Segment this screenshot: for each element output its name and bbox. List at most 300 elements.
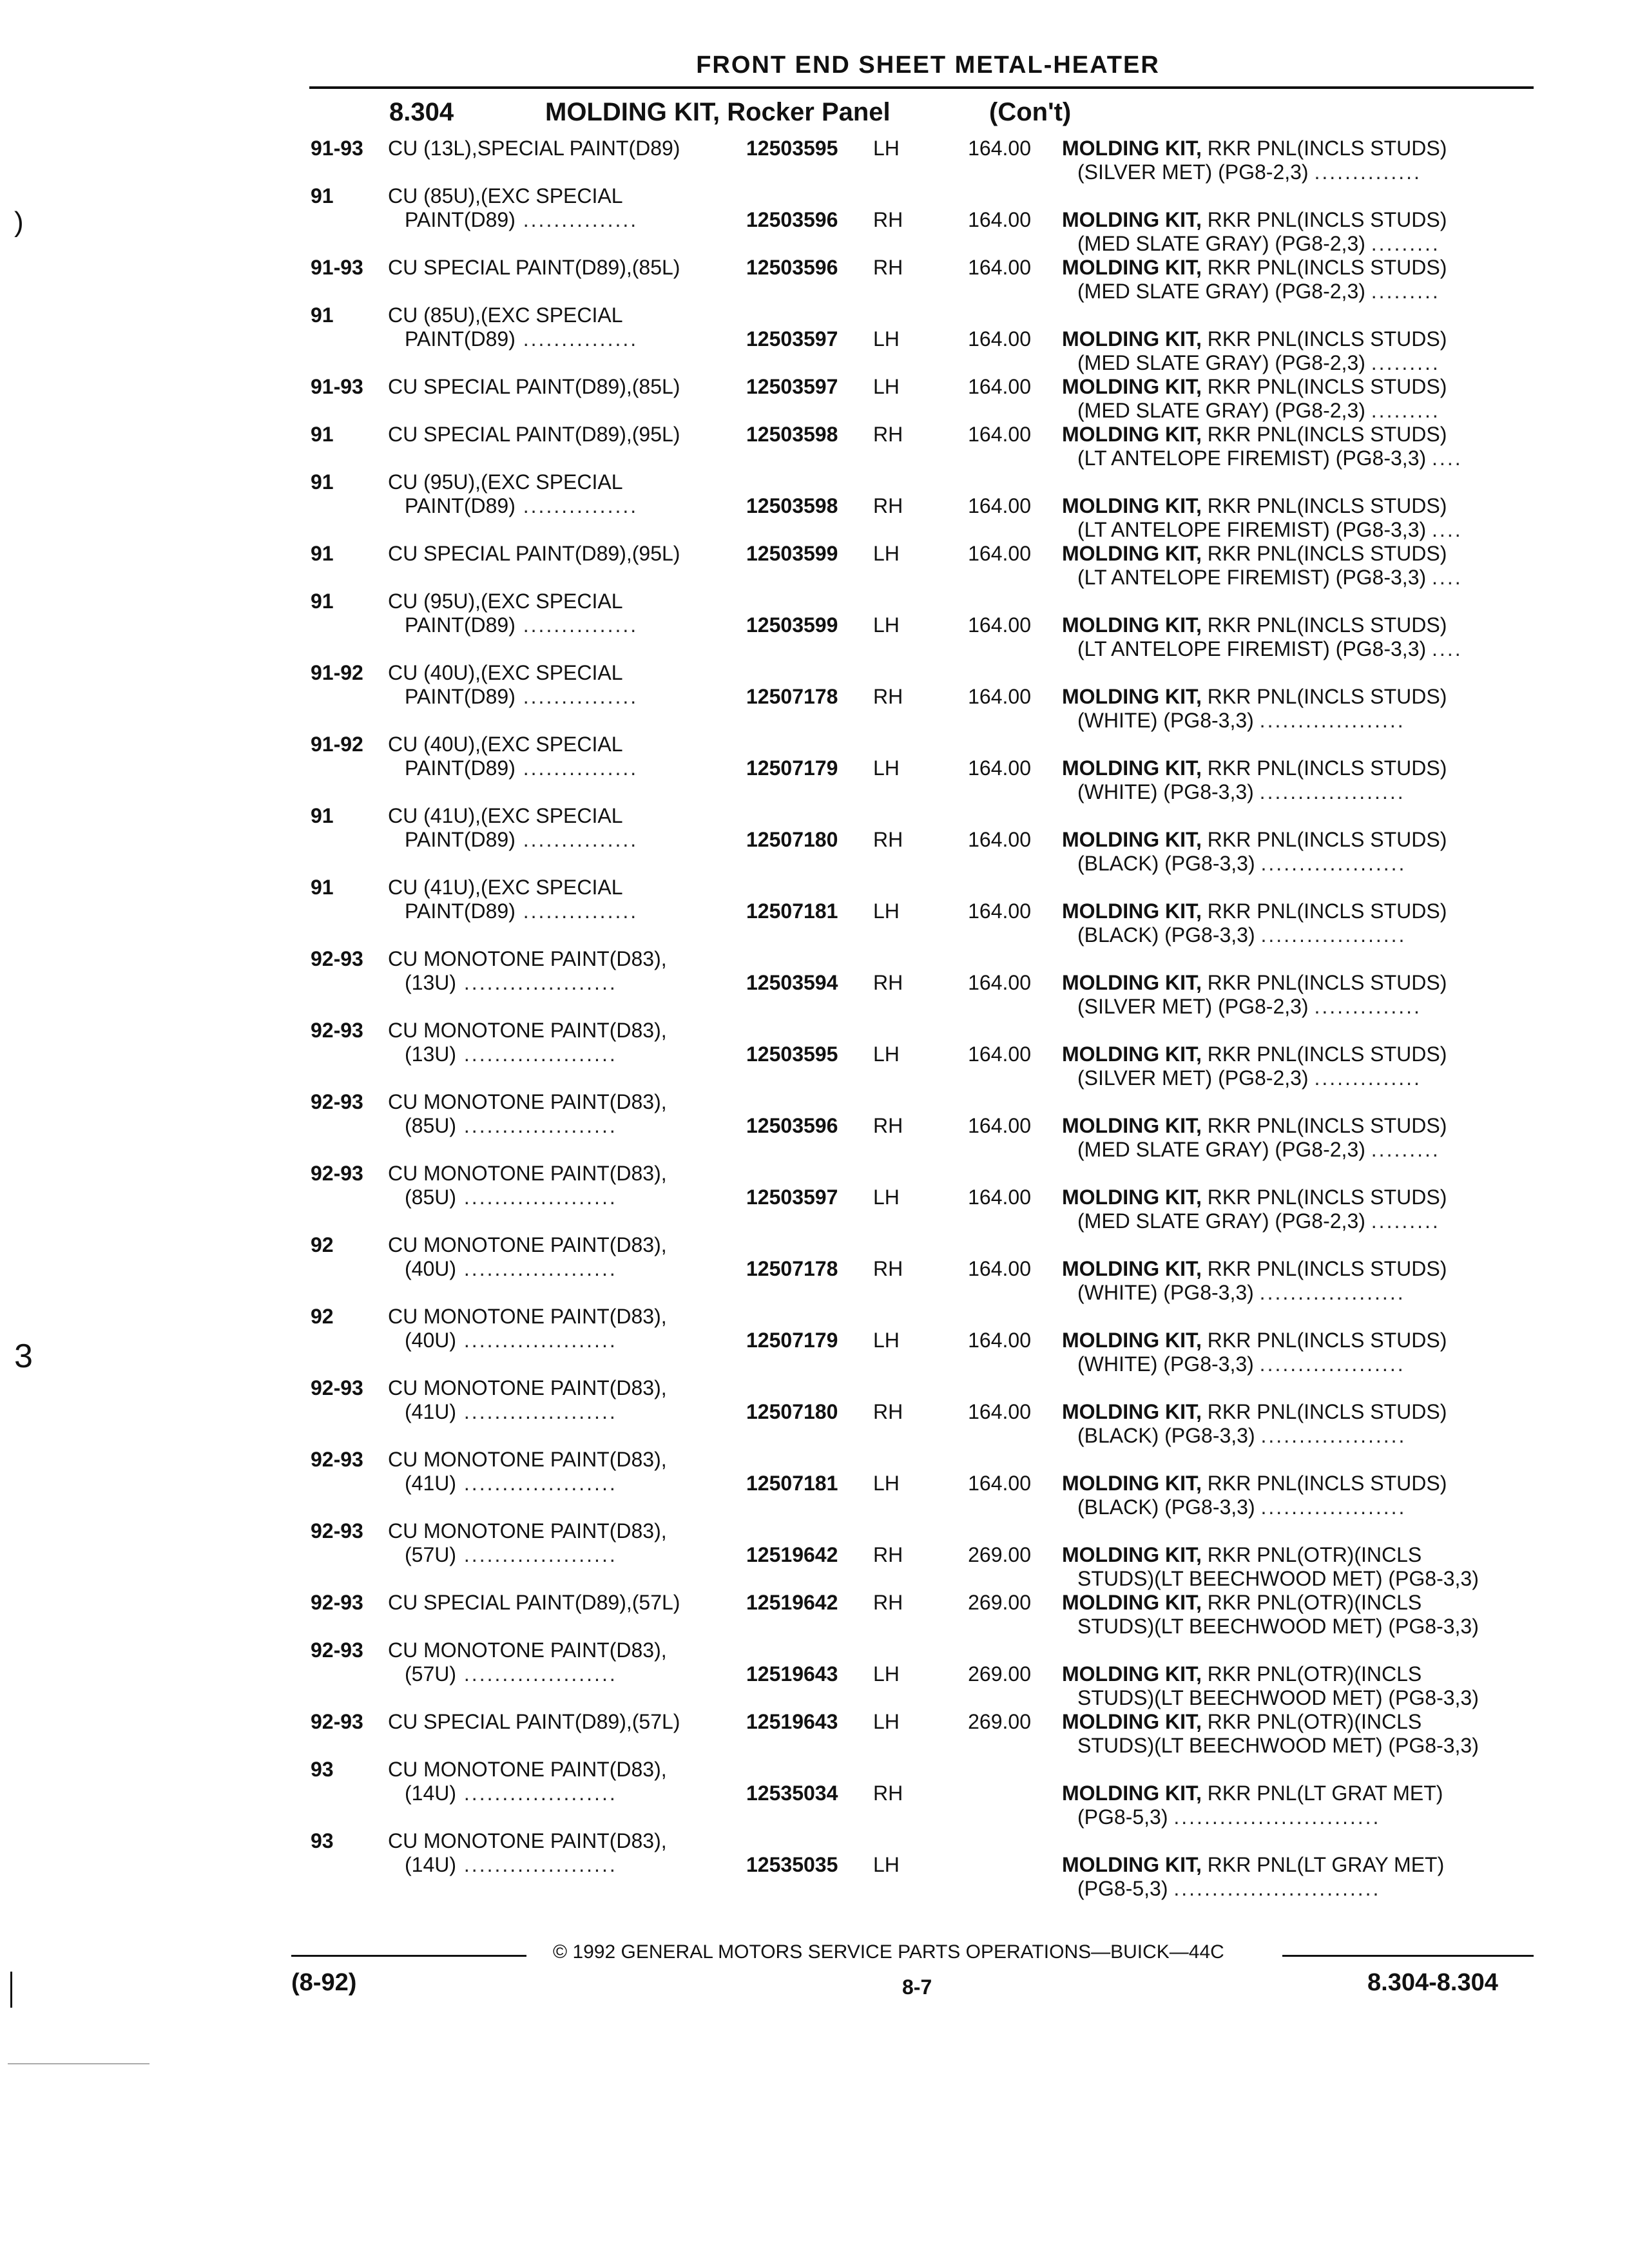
part-number: 12503594 — [746, 971, 838, 994]
side: LH — [873, 613, 900, 637]
description-text: (57U) — [405, 1662, 457, 1686]
description-text: (85U) — [405, 1114, 457, 1137]
part-name-line-2 — [1077, 1424, 1406, 1448]
description-line-1: CU (41U),(EXC SPECIAL — [388, 876, 623, 899]
part-name-line-2 — [1077, 160, 1422, 184]
dot-leader: .................... — [456, 971, 617, 994]
description-line-2 — [405, 899, 638, 923]
price: 164.00 — [968, 756, 1031, 780]
part-name-line-1 — [1062, 971, 1447, 995]
model-year: 91-93 — [311, 256, 363, 279]
side: RH — [873, 828, 903, 851]
side: LH — [873, 1329, 900, 1352]
part-name-detail: (SILVER MET) (PG8-2,3) — [1077, 995, 1309, 1018]
part-number: 12503596 — [746, 208, 838, 231]
dot-leader: .... — [1432, 447, 1463, 470]
side: RH — [873, 494, 903, 517]
part-name-line-1 — [1062, 137, 1447, 160]
table-row — [0, 470, 1629, 542]
description-line-2 — [405, 1543, 617, 1567]
dot-leader: .... — [1432, 566, 1463, 589]
price: 164.00 — [968, 685, 1031, 708]
part-name-rest: RKR PNL(INCLS STUDS) — [1201, 971, 1447, 994]
part-name-detail: (WHITE) (PG8-3,3) — [1077, 780, 1254, 803]
part-name-detail: (WHITE) (PG8-3,3) — [1077, 709, 1254, 732]
part-name-bold: MOLDING KIT, — [1062, 971, 1202, 994]
part-name-bold: MOLDING KIT, — [1062, 899, 1202, 923]
description-line-2 — [405, 1329, 617, 1352]
part-name-line-2 — [1077, 280, 1440, 303]
description-line-2 — [405, 1662, 617, 1686]
dot-leader: ......... — [1371, 351, 1440, 374]
description-line-2 — [405, 1043, 617, 1066]
dot-leader: .............. — [1314, 1066, 1422, 1090]
dot-leader: .................... — [456, 1782, 617, 1805]
part-name-rest: RKR PNL(OTR)(INCLS — [1201, 1591, 1422, 1614]
side: LH — [873, 327, 900, 351]
part-name-bold: MOLDING KIT, — [1062, 1853, 1202, 1876]
dot-leader: ............... — [515, 899, 639, 923]
table-row — [0, 1829, 1629, 1901]
description-line-1: CU SPECIAL PAINT(D89),(95L) — [388, 542, 680, 565]
footer-date-code: (8-92) — [291, 1969, 357, 1996]
dot-leader: ............... — [515, 494, 639, 517]
description-line-1: CU MONOTONE PAINT(D83), — [388, 1233, 667, 1256]
dot-leader: ................... — [1260, 852, 1407, 875]
part-name-rest: RKR PNL(OTR)(INCLS — [1201, 1662, 1422, 1686]
part-name-bold: MOLDING KIT, — [1062, 256, 1202, 279]
part-number: 12503596 — [746, 1114, 838, 1137]
dot-leader: ......... — [1371, 399, 1440, 422]
margin-number-mark: 3 — [14, 1338, 33, 1375]
part-name-rest: RKR PNL(INCLS STUDS) — [1201, 1186, 1447, 1209]
side: RH — [873, 1257, 903, 1280]
side: LH — [873, 1186, 900, 1209]
side: RH — [873, 1114, 903, 1137]
description-line-1: CU MONOTONE PAINT(D83), — [388, 1376, 667, 1399]
part-name-line-2 — [1077, 1877, 1380, 1901]
page-title: FRONT END SHEET METAL-HEATER — [696, 52, 1160, 79]
part-name-line-2 — [1077, 1567, 1479, 1591]
model-year: 92-93 — [311, 1019, 363, 1042]
description-line-2 — [405, 685, 638, 709]
model-year: 92-93 — [311, 1376, 363, 1399]
part-name-detail: STUDS)(LT BEECHWOOD MET) (PG8-3,3) — [1077, 1734, 1479, 1757]
dot-leader: .............. — [1314, 995, 1422, 1018]
price: 164.00 — [968, 208, 1031, 231]
part-name-rest: RKR PNL(INCLS STUDS) — [1201, 423, 1447, 446]
part-name-line-2 — [1077, 518, 1463, 542]
side: RH — [873, 256, 903, 279]
part-name-line-1 — [1062, 1543, 1422, 1567]
margin-bar-mark — [10, 1972, 12, 2008]
part-name-line-2 — [1077, 351, 1440, 375]
part-name-bold: MOLDING KIT, — [1062, 1472, 1202, 1495]
model-year: 91 — [311, 590, 334, 613]
side: RH — [873, 1543, 903, 1566]
dot-leader: ................... — [1259, 1352, 1405, 1376]
price: 164.00 — [968, 1043, 1031, 1066]
dot-leader: .................... — [456, 1400, 617, 1423]
description-text: (13U) — [405, 1043, 457, 1066]
part-name-line-2 — [1077, 447, 1463, 470]
description-line-2 — [405, 208, 638, 232]
description-line-2 — [405, 1472, 617, 1495]
dot-leader: .................... — [456, 1329, 617, 1352]
description-line-2 — [405, 1782, 617, 1805]
dot-leader: ................... — [1260, 923, 1407, 947]
part-name-rest: RKR PNL(INCLS STUDS) — [1201, 1329, 1447, 1352]
model-year: 91 — [311, 804, 334, 827]
description-line-1: CU SPECIAL PAINT(D89),(57L) — [388, 1591, 680, 1614]
part-name-detail: STUDS)(LT BEECHWOOD MET) (PG8-3,3) — [1077, 1686, 1479, 1709]
part-name-line-1 — [1062, 494, 1447, 518]
part-number: 12507180 — [746, 1400, 838, 1423]
price: 269.00 — [968, 1591, 1031, 1614]
model-year: 92-93 — [311, 947, 363, 970]
part-name-detail: (MED SLATE GRAY) (PG8-2,3) — [1077, 351, 1365, 374]
side: LH — [873, 1043, 900, 1066]
price: 164.00 — [968, 494, 1031, 517]
description-line-1: CU (41U),(EXC SPECIAL — [388, 804, 623, 827]
part-number: 12507178 — [746, 1257, 838, 1280]
price: 164.00 — [968, 542, 1031, 565]
price: 164.00 — [968, 327, 1031, 351]
price: 164.00 — [968, 1114, 1031, 1137]
description-line-1: CU MONOTONE PAINT(D83), — [388, 947, 667, 970]
part-name-line-1 — [1062, 542, 1447, 566]
part-name-detail: (LT ANTELOPE FIREMIST) (PG8-3,3) — [1077, 566, 1427, 589]
part-name-line-2 — [1077, 709, 1405, 733]
description-line-2 — [405, 327, 638, 351]
part-name-bold: MOLDING KIT, — [1062, 1114, 1202, 1137]
part-name-rest: RKR PNL(INCLS STUDS) — [1201, 1043, 1447, 1066]
description-line-1: CU MONOTONE PAINT(D83), — [388, 1829, 667, 1852]
description-line-1: CU (40U),(EXC SPECIAL — [388, 661, 623, 684]
part-number: 12519642 — [746, 1543, 838, 1566]
table-row — [0, 1376, 1629, 1448]
dot-leader: ......... — [1371, 1138, 1440, 1161]
part-name-line-1 — [1062, 256, 1447, 280]
side: LH — [873, 1472, 900, 1495]
table-row — [0, 1448, 1629, 1519]
part-number: 12519643 — [746, 1710, 838, 1733]
dot-leader: .................... — [456, 1043, 617, 1066]
description-line-2 — [405, 1114, 617, 1138]
side: RH — [873, 1782, 903, 1805]
part-name-bold: MOLDING KIT, — [1062, 208, 1202, 231]
description-text: PAINT(D89) — [405, 613, 516, 637]
part-name-line-1 — [1062, 1114, 1447, 1138]
description-line-1: CU MONOTONE PAINT(D83), — [388, 1090, 667, 1113]
dot-leader: ............... — [515, 613, 639, 637]
part-name-detail: STUDS)(LT BEECHWOOD MET) (PG8-3,3) — [1077, 1615, 1479, 1638]
part-name-line-1 — [1062, 828, 1447, 852]
side: RH — [873, 423, 903, 446]
table-row — [0, 423, 1629, 470]
side: RH — [873, 208, 903, 231]
part-name-bold: MOLDING KIT, — [1062, 1186, 1202, 1209]
part-name-rest: RKR PNL(INCLS STUDS) — [1201, 613, 1447, 637]
part-name-line-1 — [1062, 327, 1447, 351]
model-year: 92-93 — [311, 1710, 363, 1733]
dot-leader: ................... — [1259, 780, 1405, 803]
part-name-line-1 — [1062, 1472, 1447, 1495]
footer-rule-left — [291, 1955, 526, 1957]
part-name-rest: RKR PNL(INCLS STUDS) — [1201, 542, 1447, 565]
part-name-line-1 — [1062, 899, 1447, 923]
price: 164.00 — [968, 828, 1031, 851]
part-name-line-1 — [1062, 1329, 1447, 1352]
part-name-detail: (WHITE) (PG8-3,3) — [1077, 1352, 1254, 1376]
part-name-line-1 — [1062, 375, 1447, 399]
description-line-1: CU MONOTONE PAINT(D83), — [388, 1519, 667, 1542]
model-year: 91 — [311, 184, 334, 207]
part-number: 12507178 — [746, 685, 838, 708]
model-year: 91-93 — [311, 137, 363, 160]
model-year: 93 — [311, 1829, 334, 1852]
dot-leader: ................... — [1259, 709, 1405, 732]
part-name-detail: (BLACK) (PG8-3,3) — [1077, 1495, 1255, 1519]
part-name-bold: MOLDING KIT, — [1062, 542, 1202, 565]
description-line-1: CU MONOTONE PAINT(D83), — [388, 1162, 667, 1185]
part-number: 12503595 — [746, 137, 838, 160]
part-name-line-1 — [1062, 1782, 1443, 1805]
part-name-bold: MOLDING KIT, — [1062, 494, 1202, 517]
part-name-bold: MOLDING KIT, — [1062, 1329, 1202, 1352]
price: 164.00 — [968, 1186, 1031, 1209]
part-number: 12507181 — [746, 899, 838, 923]
part-name-bold: MOLDING KIT, — [1062, 613, 1202, 637]
part-name-line-1 — [1062, 1662, 1422, 1686]
dot-leader: ................... — [1260, 1424, 1407, 1447]
part-name-line-1 — [1062, 423, 1447, 447]
side: RH — [873, 685, 903, 708]
part-number: 12507180 — [746, 828, 838, 851]
side: RH — [873, 1400, 903, 1423]
part-name-line-2 — [1077, 399, 1440, 423]
table-row — [0, 590, 1629, 661]
part-name-bold: MOLDING KIT, — [1062, 1543, 1202, 1566]
dot-leader: .................... — [456, 1662, 617, 1686]
model-year: 91 — [311, 423, 334, 446]
part-number: 12503598 — [746, 423, 838, 446]
footer-section-range: 8.304-8.304 — [1367, 1969, 1498, 1996]
part-number: 12535035 — [746, 1853, 838, 1876]
price: 164.00 — [968, 613, 1031, 637]
part-name-bold: MOLDING KIT, — [1062, 1043, 1202, 1066]
description-line-1: CU (40U),(EXC SPECIAL — [388, 733, 623, 756]
description-text: (57U) — [405, 1543, 457, 1566]
table-row — [0, 947, 1629, 1019]
dot-leader: .................... — [456, 1257, 617, 1280]
part-name-rest: RKR PNL(INCLS STUDS) — [1201, 1472, 1447, 1495]
part-number: 12503598 — [746, 494, 838, 517]
dot-leader: .................... — [456, 1186, 617, 1209]
price: 269.00 — [968, 1662, 1031, 1686]
dot-leader: ............... — [515, 685, 639, 708]
section-number: 8.304 — [389, 98, 454, 126]
dot-leader: .... — [1432, 518, 1463, 541]
table-row — [0, 1233, 1629, 1305]
part-number: 12519642 — [746, 1591, 838, 1614]
part-name-rest: RKR PNL(INCLS STUDS) — [1201, 375, 1447, 398]
price: 164.00 — [968, 1472, 1031, 1495]
part-name-rest: RKR PNL(OTR)(INCLS — [1201, 1543, 1422, 1566]
part-name-detail: (PG8-5,3) — [1077, 1877, 1168, 1900]
part-name-rest: RKR PNL(INCLS STUDS) — [1201, 137, 1447, 160]
part-number: 12507179 — [746, 756, 838, 780]
part-name-line-2 — [1077, 1805, 1380, 1829]
price: 164.00 — [968, 1329, 1031, 1352]
part-name-detail: (MED SLATE GRAY) (PG8-2,3) — [1077, 232, 1365, 255]
description-text: (13U) — [405, 971, 457, 994]
part-name-line-1 — [1062, 613, 1447, 637]
side: LH — [873, 1710, 900, 1733]
dot-leader: ............... — [515, 208, 639, 231]
description-text: (40U) — [405, 1257, 457, 1280]
table-row — [0, 375, 1629, 423]
description-line-2 — [405, 971, 617, 995]
dot-leader: ............... — [515, 327, 639, 351]
model-year: 91-92 — [311, 733, 363, 756]
part-name-line-2 — [1077, 1615, 1479, 1639]
model-year: 91 — [311, 876, 334, 899]
description-text: (14U) — [405, 1782, 457, 1805]
scan-artifact-line — [8, 2063, 149, 2064]
part-name-line-2 — [1077, 232, 1440, 256]
part-name-line-2 — [1077, 1209, 1440, 1233]
part-name-detail: (LT ANTELOPE FIREMIST) (PG8-3,3) — [1077, 518, 1427, 541]
footer-copyright: © 1992 GENERAL MOTORS SERVICE PARTS OPERATIONS—BUICK—44C — [553, 1941, 1224, 1963]
description-line-1: CU (85U),(EXC SPECIAL — [388, 184, 623, 207]
part-name-bold: MOLDING KIT, — [1062, 1710, 1202, 1733]
description-line-1: CU (95U),(EXC SPECIAL — [388, 470, 623, 494]
side: LH — [873, 375, 900, 398]
dot-leader: ........................... — [1173, 1805, 1381, 1829]
part-name-detail: (SILVER MET) (PG8-2,3) — [1077, 1066, 1309, 1090]
description-text: (40U) — [405, 1329, 457, 1352]
part-name-detail: (LT ANTELOPE FIREMIST) (PG8-3,3) — [1077, 447, 1427, 470]
description-line-1: CU (13L),SPECIAL PAINT(D89) — [388, 137, 680, 160]
part-name-detail: (MED SLATE GRAY) (PG8-2,3) — [1077, 399, 1365, 422]
part-name-rest: RKR PNL(INCLS STUDS) — [1201, 756, 1447, 780]
dot-leader: .................... — [456, 1853, 617, 1876]
model-year: 92 — [311, 1233, 334, 1256]
dot-leader: ........................... — [1173, 1877, 1381, 1900]
table-row — [0, 876, 1629, 947]
dot-leader: .................... — [456, 1543, 617, 1566]
part-number: 12519643 — [746, 1662, 838, 1686]
part-name-detail: (MED SLATE GRAY) (PG8-2,3) — [1077, 1209, 1365, 1233]
description-line-2 — [405, 494, 638, 518]
section-title: MOLDING KIT, Rocker Panel — [545, 98, 891, 126]
footer-rule-right — [1282, 1955, 1534, 1957]
description-text: (14U) — [405, 1853, 457, 1876]
model-year: 92-93 — [311, 1519, 363, 1542]
part-name-line-2 — [1077, 637, 1463, 661]
description-text: PAINT(D89) — [405, 494, 516, 517]
part-name-line-1 — [1062, 1186, 1447, 1209]
model-year: 92-93 — [311, 1591, 363, 1614]
part-name-line-1 — [1062, 1400, 1447, 1424]
parts-list — [0, 137, 1629, 1901]
part-name-line-2 — [1077, 1352, 1405, 1376]
table-row — [0, 1758, 1629, 1829]
part-name-bold: MOLDING KIT, — [1062, 137, 1202, 160]
part-name-detail: (BLACK) (PG8-3,3) — [1077, 852, 1255, 875]
price: 164.00 — [968, 137, 1031, 160]
part-name-rest: RKR PNL(INCLS STUDS) — [1201, 1400, 1447, 1423]
part-name-line-2 — [1077, 852, 1406, 876]
model-year: 91 — [311, 470, 334, 494]
side: LH — [873, 899, 900, 923]
model-year: 92 — [311, 1305, 334, 1328]
table-row — [0, 661, 1629, 733]
part-number: 12535034 — [746, 1782, 838, 1805]
part-name-line-2 — [1077, 1281, 1405, 1305]
description-line-1: CU SPECIAL PAINT(D89),(85L) — [388, 256, 680, 279]
part-name-bold: MOLDING KIT, — [1062, 1257, 1202, 1280]
part-name-rest: RKR PNL(INCLS STUDS) — [1201, 1114, 1447, 1137]
side: RH — [873, 1591, 903, 1614]
model-year: 93 — [311, 1758, 334, 1781]
part-name-detail: (BLACK) (PG8-3,3) — [1077, 923, 1255, 947]
part-name-line-2 — [1077, 780, 1405, 804]
part-name-line-1 — [1062, 1043, 1447, 1066]
price: 164.00 — [968, 1257, 1031, 1280]
description-line-2 — [405, 613, 638, 637]
dot-leader: ......... — [1371, 232, 1440, 255]
description-text: PAINT(D89) — [405, 756, 516, 780]
description-line-1: CU SPECIAL PAINT(D89),(57L) — [388, 1710, 680, 1733]
part-name-rest: RKR PNL(INCLS STUDS) — [1201, 1257, 1447, 1280]
part-name-line-1 — [1062, 756, 1447, 780]
price: 164.00 — [968, 423, 1031, 446]
dot-leader: .................... — [456, 1472, 617, 1495]
dot-leader: ......... — [1371, 1209, 1440, 1233]
part-name-rest: RKR PNL(INCLS STUDS) — [1201, 494, 1447, 517]
part-name-bold: MOLDING KIT, — [1062, 828, 1202, 851]
table-row — [0, 1305, 1629, 1376]
part-number: 12503596 — [746, 256, 838, 279]
part-name-rest: RKR PNL(INCLS STUDS) — [1201, 256, 1447, 279]
price: 164.00 — [968, 971, 1031, 994]
part-number: 12503599 — [746, 542, 838, 565]
part-name-line-2 — [1077, 1066, 1422, 1090]
dot-leader: .... — [1432, 637, 1463, 660]
model-year: 91-93 — [311, 375, 363, 398]
part-number: 12503597 — [746, 1186, 838, 1209]
section-continued: (Con't) — [989, 98, 1072, 126]
margin-paren-mark: ) — [14, 206, 24, 238]
description-text: (41U) — [405, 1472, 457, 1495]
table-row — [0, 804, 1629, 876]
model-year: 92-93 — [311, 1448, 363, 1471]
part-name-line-1 — [1062, 1591, 1422, 1615]
part-name-detail: (WHITE) (PG8-3,3) — [1077, 1281, 1254, 1304]
model-year: 91 — [311, 542, 334, 565]
part-name-rest: RKR PNL(INCLS STUDS) — [1201, 685, 1447, 708]
part-name-line-2 — [1077, 1138, 1440, 1162]
description-text: PAINT(D89) — [405, 828, 516, 851]
part-number: 12507179 — [746, 1329, 838, 1352]
part-name-detail: (BLACK) (PG8-3,3) — [1077, 1424, 1255, 1447]
dot-leader: ................... — [1259, 1281, 1405, 1304]
part-name-rest: RKR PNL(LT GRAT MET) — [1201, 1782, 1443, 1805]
part-name-bold: MOLDING KIT, — [1062, 1591, 1202, 1614]
description-line-1: CU MONOTONE PAINT(D83), — [388, 1639, 667, 1662]
